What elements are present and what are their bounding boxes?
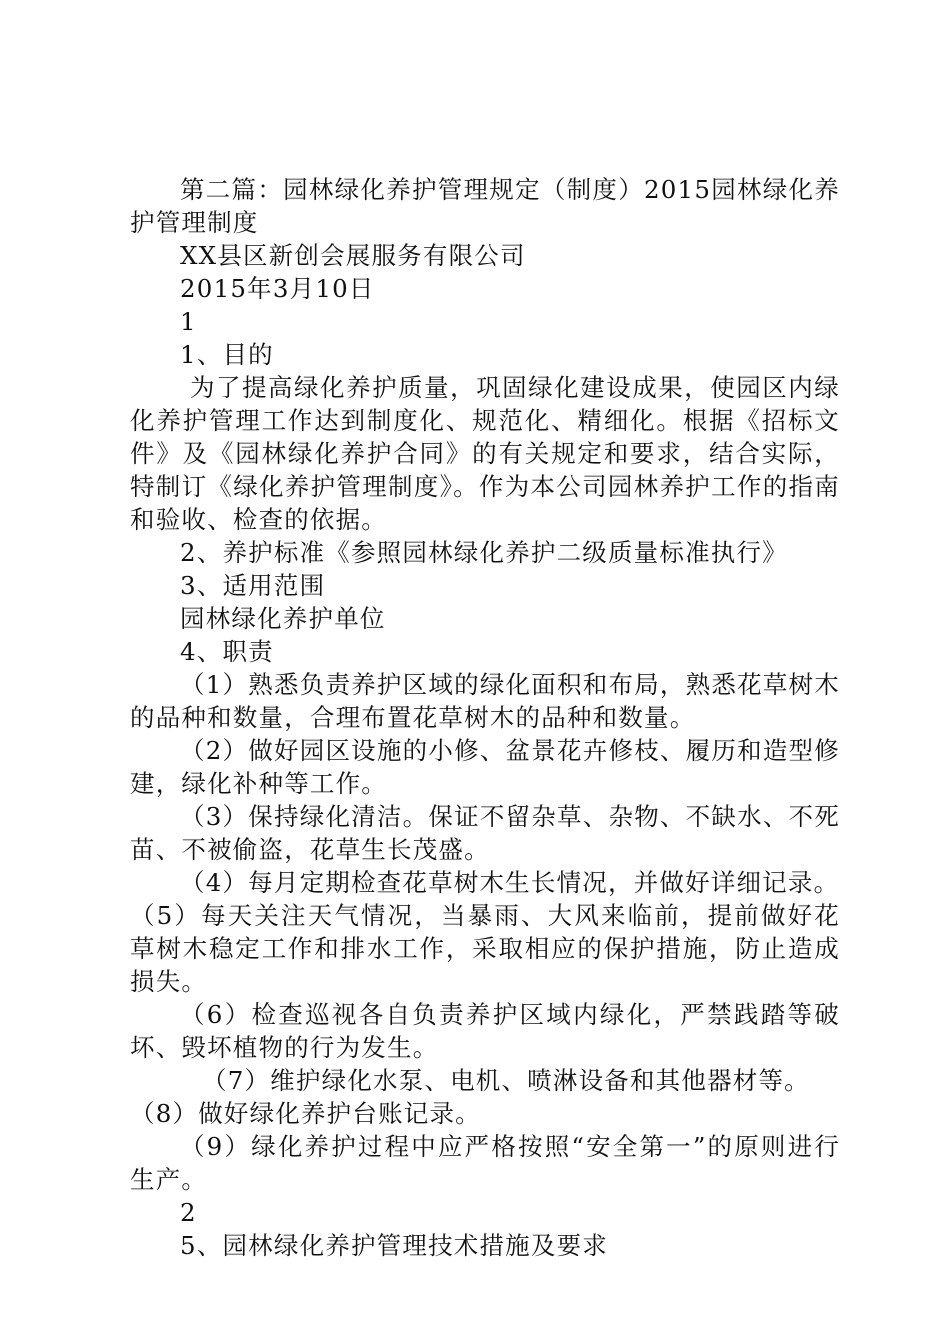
document-date: 2015年3月10日	[180, 274, 375, 303]
duty-item: （9）绿化养护过程中应严格按照“安全第一”的原则进行生产。	[130, 1132, 840, 1194]
duty-item: （5）每天关注天气情况，当暴雨、大风来临前，提前做好花草树木稳定工作和排水工作，采取相应的保护措施，防止造成损失。	[130, 901, 840, 996]
section-heading: 5、园林绿化养护管理技术措施及要求	[180, 1231, 608, 1260]
document-title: 第二篇：园林绿化养护管理规定（制度）2015园林绿化养护管理制度	[130, 175, 840, 237]
page-number: 1	[180, 307, 197, 336]
duty-item: （6）检查巡视各自负责养护区域内绿化，严禁践踏等破坏、毁坏植物的行为发生。	[130, 1000, 840, 1062]
paragraph-purpose: 为了提高绿化养护质量，巩固绿化建设成果，使园区内绿化养护管理工作达到制度化、规范化、精细化。根据《招标文件》及《园林绿化养护合同》的有关规定和要求，结合实际，特制订《绿化养护管理制度》。作为本公司园林养护工作的指南和验收、检查的依据。	[130, 373, 840, 534]
duty-item: （3）保持绿化清洁。保证不留杂草、杂物、不缺水、不死苗、不被偷盗，花草生长茂盛。	[130, 802, 840, 864]
duty-item: （8）做好绿化养护台账记录。	[130, 1099, 481, 1128]
section-heading: 4、职责	[180, 637, 274, 666]
duty-item: （4）每月定期检查花草树木生长情况，并做好详细记录。	[180, 868, 840, 897]
document-body	[130, 173, 840, 1262]
duty-item: （7）维护绿化水泵、电机、喷淋设备和其他器材等。	[202, 1066, 810, 1095]
page-number: 2	[180, 1198, 197, 1227]
section-heading: 2、养护标准《参照园林绿化养护二级质量标准执行》	[180, 538, 788, 567]
duty-item: （1）熟悉负责养护区域的绿化面积和布局，熟悉花草树木的品种和数量，合理布置花草树木的品种和数量。	[130, 670, 840, 732]
section-heading: 1、目的	[180, 340, 274, 369]
paragraph-scope: 园林绿化养护单位	[180, 604, 386, 633]
company-name: XX县区新创会展服务有限公司	[180, 241, 526, 270]
duty-item: （2）做好园区设施的小修、盆景花卉修枝、履历和造型修建，绿化补种等工作。	[130, 736, 840, 798]
section-heading: 3、适用范围	[180, 571, 326, 600]
